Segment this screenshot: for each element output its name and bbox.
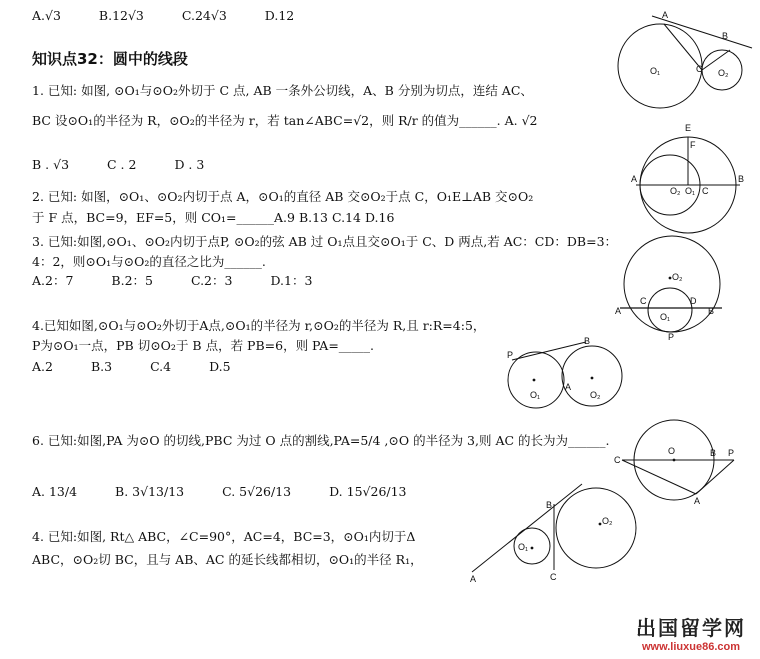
watermark bbox=[636, 612, 746, 653]
q3-line2: 4：2，则⊙O₁与⊙O₂的直径之比为______. bbox=[32, 254, 266, 269]
fig2-label-o2: O₂ bbox=[670, 186, 681, 196]
fig3-label-o2: O₂ bbox=[672, 272, 683, 282]
q6-options bbox=[32, 484, 441, 500]
fig2-label-c: C bbox=[702, 186, 709, 196]
fig6-label-p: P bbox=[728, 448, 735, 458]
q4-option-c: C.4 bbox=[150, 359, 172, 374]
fig3-label-p: P bbox=[668, 332, 675, 342]
q4-option-b: B.3 bbox=[90, 359, 113, 374]
q1-options bbox=[32, 157, 238, 173]
q3-option-b: B.2：5 bbox=[111, 273, 153, 288]
q4-option-a: A.2 bbox=[32, 359, 53, 374]
section-heading: 知识点32：圆中的线段 bbox=[32, 50, 188, 68]
q4-option-d: D.5 bbox=[209, 359, 231, 374]
watermark-name: 出国留学网 bbox=[636, 616, 746, 640]
watermark-url: www.liuxue86.com bbox=[641, 641, 740, 653]
fig3-label-o1: O₁ bbox=[660, 312, 671, 322]
q7-line2: ABC，⊙O₂切 BC，且与 AB、AC 的延长线都相切，⊙O₁的半径 R₁， bbox=[32, 552, 423, 567]
fig4-label-o2: O₂ bbox=[590, 390, 601, 400]
fig2-label-f: F bbox=[690, 140, 696, 150]
fig1-label-b: B bbox=[722, 31, 729, 41]
fig2-label-a: A bbox=[631, 174, 638, 184]
option-c: C.24√3 bbox=[181, 8, 227, 23]
q3-option-d: D.1：3 bbox=[270, 273, 313, 288]
q2-line2: 于 F 点，BC=9，EF=5，则 CO₁=______A.9 B.13 C.14 D.16 bbox=[32, 210, 395, 225]
fig6-label-o: O bbox=[668, 446, 676, 456]
fig4-label-b: B bbox=[584, 336, 591, 346]
q6-option-b: B. 3√13/13 bbox=[115, 484, 185, 499]
fig1-label-o2: O₂ bbox=[718, 68, 729, 78]
fig2-label-o1: O₁ bbox=[685, 186, 696, 196]
figure-7 bbox=[462, 480, 642, 585]
q4-line1: 4.已知如图,⊙O₁与⊙O₂外切于A点,⊙O₁的半径为 r,⊙O₂的半径为 R,且 r:R=4:5， bbox=[32, 318, 486, 333]
q4-options bbox=[32, 359, 265, 375]
q6-option-d: D. 15√26/13 bbox=[329, 484, 407, 499]
fig7-label-b: B bbox=[546, 500, 553, 510]
option-b: B.12√3 bbox=[98, 8, 144, 23]
fig2-label-e: E bbox=[685, 123, 692, 133]
option-d: D.12 bbox=[264, 8, 295, 23]
option-a: A.√3 bbox=[32, 8, 61, 23]
figure-3 bbox=[612, 232, 732, 344]
fig3-label-c: C bbox=[640, 296, 647, 306]
fig4-label-p: P bbox=[507, 350, 514, 360]
fig2-label-b: B bbox=[738, 174, 745, 184]
fig6-label-c: C bbox=[614, 455, 621, 465]
figure-1 bbox=[612, 6, 760, 126]
fig7-label-o1: O₁ bbox=[518, 542, 529, 552]
fig3-label-d: D bbox=[690, 296, 697, 306]
q7-line1: 4. 已知:如图, Rt△ ABC，∠C=90°，AC=4，BC=3，⊙O₁内切于Δ bbox=[32, 529, 416, 544]
fig1-label-c: C bbox=[696, 64, 703, 74]
q1-line1: 1. 已知: 如图, ⊙O₁与⊙O₂外切于 C 点, AB 一条外公切线，A、B 分别为切点，连结 AC、 bbox=[32, 83, 533, 98]
fig7-label-c: C bbox=[550, 572, 557, 582]
fig4-label-a: A bbox=[565, 382, 572, 392]
q6-option-a: A. 13/4 bbox=[32, 484, 78, 499]
q4-line2: P为⊙O₁一点，PB 切⊙O₂于 B 点，若 PB=6，则 PA=_____. bbox=[32, 338, 375, 353]
q1-option-c: C . 2 bbox=[107, 157, 137, 172]
figure-4 bbox=[504, 336, 624, 416]
fig4-label-o1: O₁ bbox=[530, 390, 541, 400]
fig3-label-b: B bbox=[708, 306, 715, 316]
q2-line1: 2. 已知: 如图，⊙O₁、⊙O₂内切于点 A，⊙O₁的直径 AB 交⊙O₂于点 C，O₁E⊥AB 交⊙O₂ bbox=[32, 189, 534, 204]
fig7-label-a: A bbox=[470, 574, 477, 584]
top-options bbox=[32, 8, 328, 24]
q3-option-a: A.2：7 bbox=[32, 273, 74, 288]
q3-line1: 3. 已知:如图,⊙O₁、⊙O₂内切于点P, ⊙O₂的弦 AB 过 O₁点且交⊙O₁于 C、D 两点,若 AC：CD：DB=3： bbox=[32, 234, 618, 249]
q6-line1: 6. 已知:如图,PA 为⊙O 的切线,PBC 为过 O 点的割线,PA=5/4 ,⊙O 的半径为 3,则 AC 的长为为______. bbox=[32, 433, 610, 448]
fig6-label-b: B bbox=[710, 448, 717, 458]
q1-option-d: D . 3 bbox=[174, 157, 205, 172]
fig7-label-o2: O₂ bbox=[602, 516, 613, 526]
fig6-label-a: A bbox=[694, 496, 701, 506]
fig1-label-o1: O₁ bbox=[650, 66, 661, 76]
q3-options bbox=[32, 273, 346, 289]
fig3-label-a: A bbox=[615, 306, 622, 316]
q6-option-c: C. 5√26/13 bbox=[222, 484, 292, 499]
q1-line2: BC 设⊙O₁的半径为 R，⊙O₂的半径为 r，若 tan∠ABC=√2，则 R/r 的值为______. A. √2 bbox=[32, 113, 538, 128]
q3-option-c: C.2：3 bbox=[190, 273, 233, 288]
figure-2 bbox=[630, 120, 750, 250]
fig1-label-a: A bbox=[662, 10, 669, 20]
q1-option-b: B . √3 bbox=[32, 157, 70, 172]
